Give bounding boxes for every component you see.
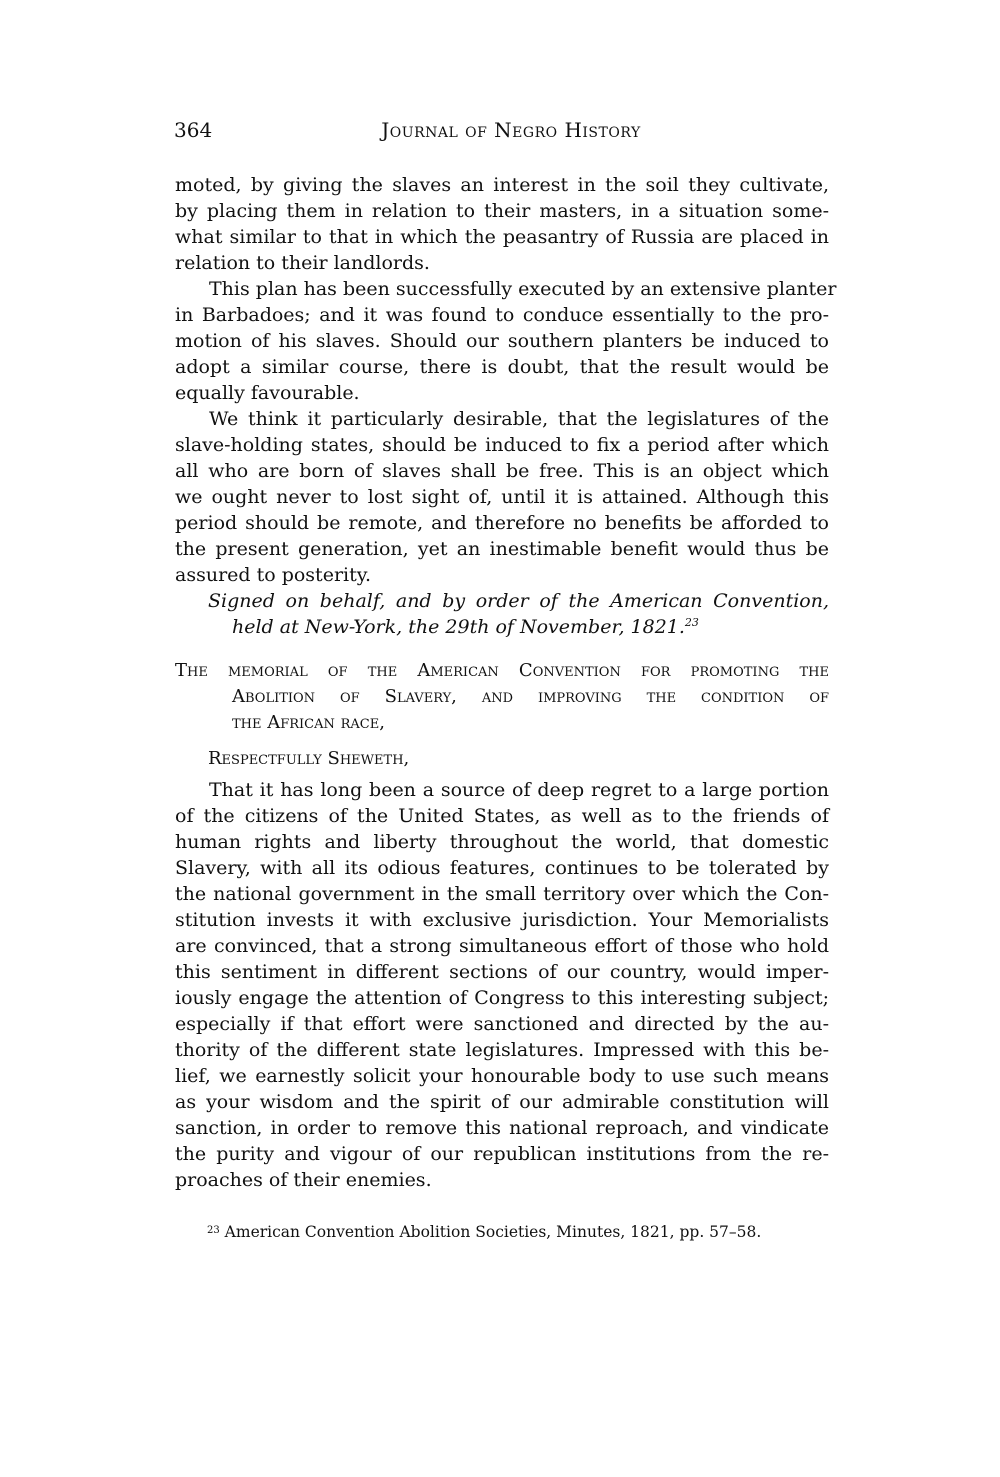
footnote (207, 1222, 827, 1242)
footnote-ref[interactable]: 23 (684, 616, 699, 629)
text-line: by placing them in relation to their masters, in a situation some- (175, 200, 829, 222)
text-line: equally favourable. (175, 382, 360, 404)
text-line: proaches of their enemies. (175, 1169, 432, 1191)
signature-block (175, 588, 829, 640)
heading-line: the African race, (232, 712, 385, 733)
text-line: sanction, in order to remove this national reproach, and vindicate (175, 1117, 829, 1139)
memorial-paragraph (175, 777, 829, 1193)
text-line: motion of his slaves. Should our southern planters be induced to (175, 330, 829, 352)
text-line: as your wisdom and the spirit of our admirable constitution will (175, 1091, 829, 1113)
text-line: stitution invests it with exclusive jurisdiction. Your Memorialists (175, 909, 829, 931)
paragraph-continued (175, 172, 829, 276)
text-line: the national government in the small territory over which the Con- (175, 883, 829, 905)
text-line: what similar to that in which the peasantry of Russia are placed in (175, 226, 829, 248)
text-line: assured to posterity. (175, 564, 371, 586)
text-line: the purity and vigour of our republican institutions from the re- (175, 1143, 829, 1165)
heading-line: The memorial of the American Convention for promoting the (175, 660, 829, 681)
text-line: Slavery, with all its odious features, continues to be tolerated by (175, 857, 829, 879)
signature-line: Signed on behalf, and by order of the American Convention, (208, 590, 829, 612)
text-line: adopt a similar course, there is doubt, that the result would be (175, 356, 829, 378)
text-line: human rights and liberty throughout the world, that domestic (175, 831, 829, 853)
text-line: this sentiment in different sections of our country, would imper- (175, 961, 829, 983)
text-line: of the citizens of the United States, as well as to the friends of (175, 805, 829, 827)
paragraph-barbadoes (175, 276, 837, 406)
heading-line: Abolition of Slavery, and improving the condition of (232, 686, 829, 707)
text-line: especially if that effort were sanctioned and directed by the au- (175, 1013, 829, 1035)
running-title: Journal of Negro History (381, 118, 641, 142)
footnote-text: American Convention Abolition Societies, Minutes, 1821, pp. 57–58. (224, 1223, 762, 1241)
greeting-line: Respectfully Sheweth, (208, 748, 410, 769)
body-text (175, 172, 837, 1193)
text-line: period should be remote, and therefore no benefits be afforded to (175, 512, 829, 534)
text-line: We think it particularly desirable, that the legislatures of the (209, 408, 829, 430)
text-line: That it has long been a source of deep regret to a large portion (209, 779, 829, 801)
text-line: relation to their landlords. (175, 252, 430, 274)
memorial-heading (175, 658, 829, 736)
text-line: iously engage the attention of Congress to this interesting subject; (175, 987, 829, 1009)
text-line: all who are born of slaves shall be free. This is an object which (175, 460, 829, 482)
text-line: slave-holding states, should be induced to fix a period after which (175, 434, 829, 456)
text-line: thority of the different state legislatures. Impressed with this be- (175, 1039, 829, 1061)
signature-date: held at New-York, the 29th of November, 1821. (232, 616, 685, 638)
page-header (174, 118, 830, 148)
text-line: moted, by giving the slaves an interest in the soil they cultivate, (175, 174, 829, 196)
text-line: lief, we earnestly solicit your honourable body to use such means (175, 1065, 829, 1087)
text-line: we ought never to lost sight of, until it is attained. Although this (175, 486, 829, 508)
signature-line (175, 614, 829, 640)
page-number: 364 (174, 118, 213, 142)
text-line: in Barbadoes; and it was found to conduce essentially to the pro- (175, 304, 829, 326)
text-line: the present generation, yet an inestimable benefit would thus be (175, 538, 829, 560)
memorial-greeting (175, 746, 829, 772)
paragraph-legislatures (175, 406, 829, 588)
text-line: This plan has been successfully executed by an extensive planter (209, 278, 837, 300)
text-line: are convinced, that a strong simultaneous effort of those who hold (175, 935, 829, 957)
footnote-number: 23 (207, 1225, 220, 1236)
